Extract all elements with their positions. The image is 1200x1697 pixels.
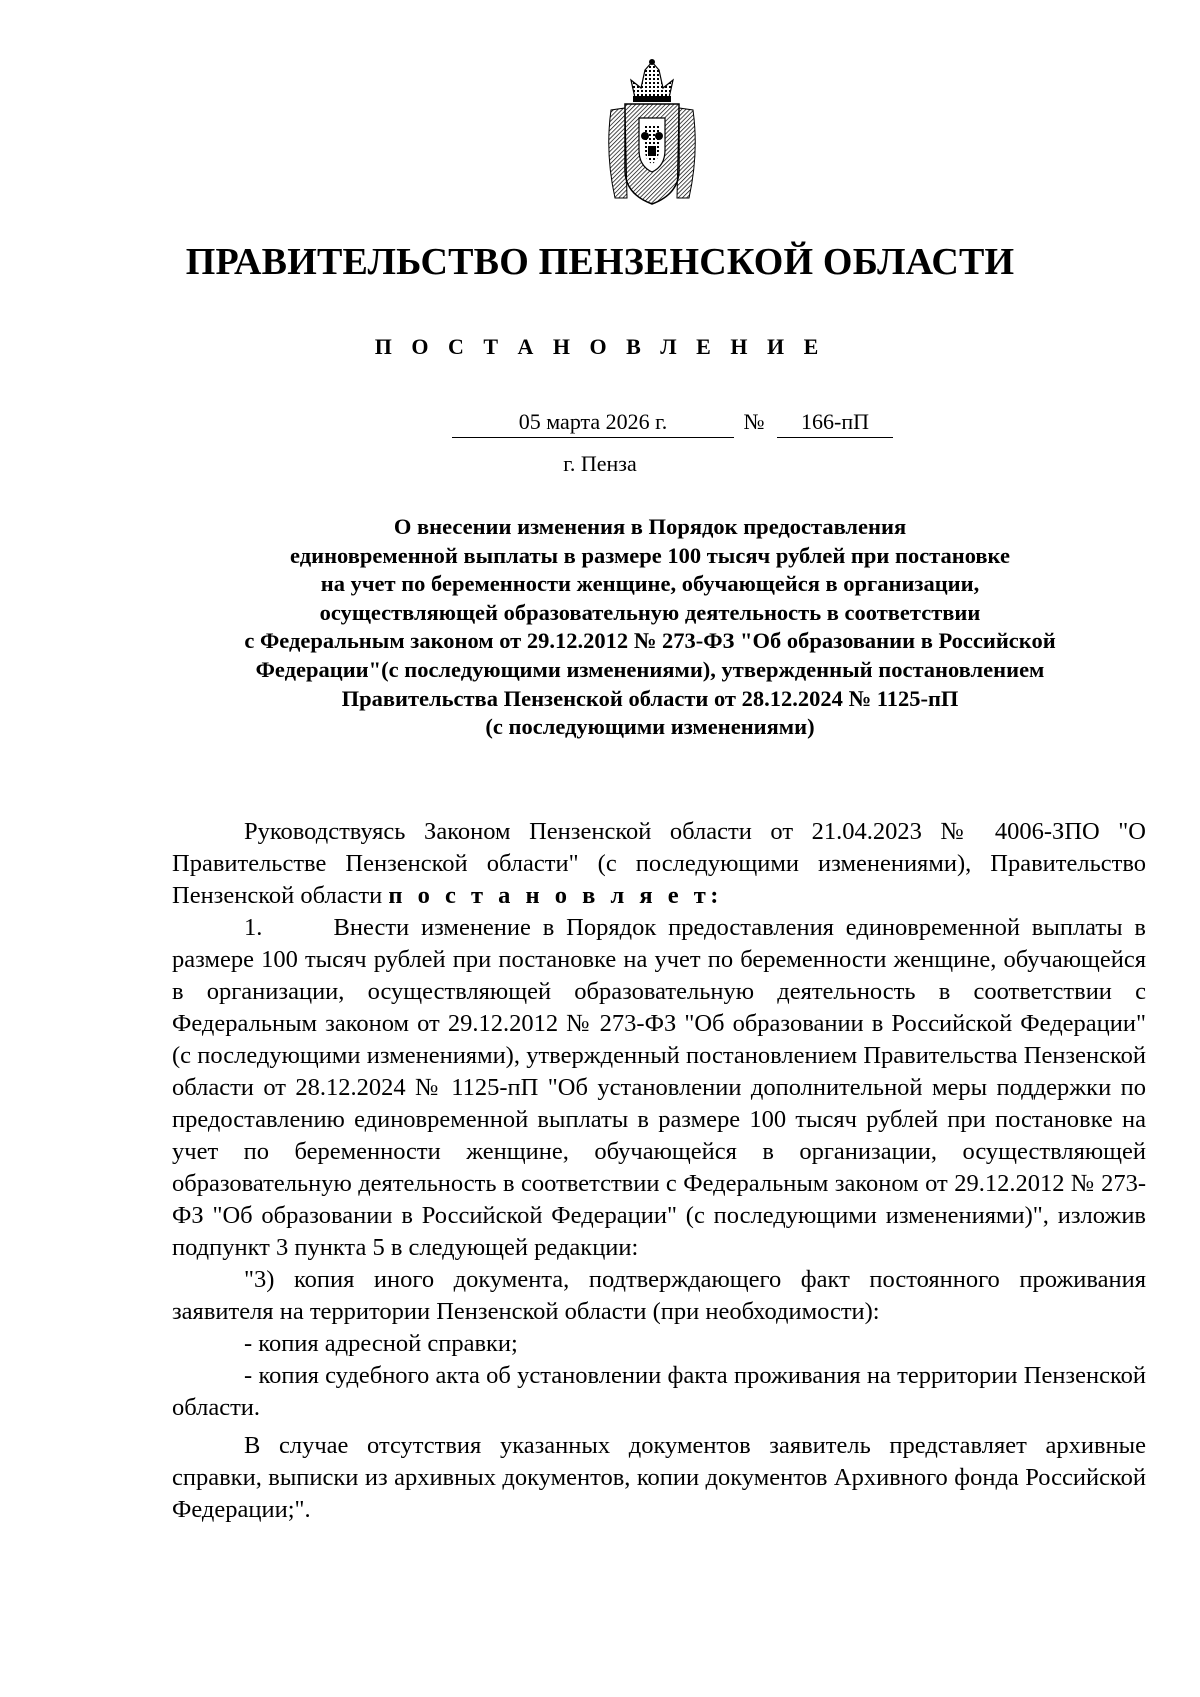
subject-line: (с последующими изменениями) <box>485 714 815 740</box>
document-body <box>172 816 1146 1526</box>
paragraph-2: "3) копия иного документа, подтверждающего факт постоянного проживания заявителя на территории Пензенской области (при необходимости): <box>172 1266 1146 1325</box>
paragraph-5: В случае отсутствия указанных документов заявитель представляет архивные справки, выписки из архивных документов, копии документов Архивного фонда Российской Федерации;". <box>172 1432 1146 1523</box>
intro-text: Руководствуясь Законом Пензенской области от 21.04.2023 № 4006-ЗПО "О Правительстве Пензенской области" (с последующими изменениями), Правительство Пензенской области <box>172 818 1146 909</box>
document-number: 166-пП <box>777 407 893 438</box>
paragraph-3: - копия адресной справки; <box>244 1330 518 1357</box>
city: г. Пенза <box>563 451 637 476</box>
document-date: 05 марта 2026 г. <box>452 407 734 438</box>
intro-paragraph <box>172 816 1146 912</box>
document-subject <box>140 513 1160 742</box>
coat-of-arms-emblem <box>601 58 703 208</box>
subject-line: осуществляющей образовательную деятельность в соответствии <box>319 599 981 625</box>
subject-line: Правительства Пензенской области от 28.12.2024 № 1125-пП <box>341 685 959 711</box>
number-sign: № <box>743 409 765 434</box>
paragraph-4: - копия судебного акта об установлении факта проживания на территории Пензенской области. <box>172 1362 1146 1421</box>
government-title: ПРАВИТЕЛЬСТВО ПЕНЗЕНСКОЙ ОБЛАСТИ <box>185 241 1015 283</box>
resolves-verb: п о с т а н о в л я е т: <box>388 882 723 909</box>
document-type: П О С Т А Н О В Л Е Н И Е <box>374 334 826 359</box>
paragraph-1: 1. Внести изменение в Порядок предоставления единовременной выплаты в размере 100 тысяч рублей при постановке на учет по беременности женщине, обучающейся в организации, осуществляющей образовательную деятельность в соответствии с Федеральным законом от 29.12.2012 № 273-ФЗ "Об образовании в Российской Федерации" (с последующими изменениями), утвержденный постановлением Правительства Пензенской области от 28.12.2024 № 1125-пП "Об установлении дополнительной меры поддержки по предоставлению единовременной выплаты в размере 100 тысяч рублей при постановке на учет по беременности женщине, обучающейся в организации, осуществляющей образовательную деятельность в соответствии с Федеральным законом от 29.12.2012 № 273-ФЗ "Об образовании в Российской Федерации" (с последующими изменениями)", изложив подпункт 3 пункта 5 в следующей редакции: <box>172 914 1146 1261</box>
subject-line: с Федеральным законом от 29.12.2012 № 273-ФЗ "Об образовании в Российской <box>244 628 1056 654</box>
subject-line: О внесении изменения в Порядок предоставления <box>393 514 907 539</box>
subject-line: Федерации"(с последующими изменениями), утвержденный постановлением <box>255 656 1045 682</box>
subject-line: единовременной выплаты в размере 100 тысяч рублей при постановке <box>290 542 1010 568</box>
subject-line: на учет по беременности женщине, обучающейся в организации, <box>320 571 980 597</box>
